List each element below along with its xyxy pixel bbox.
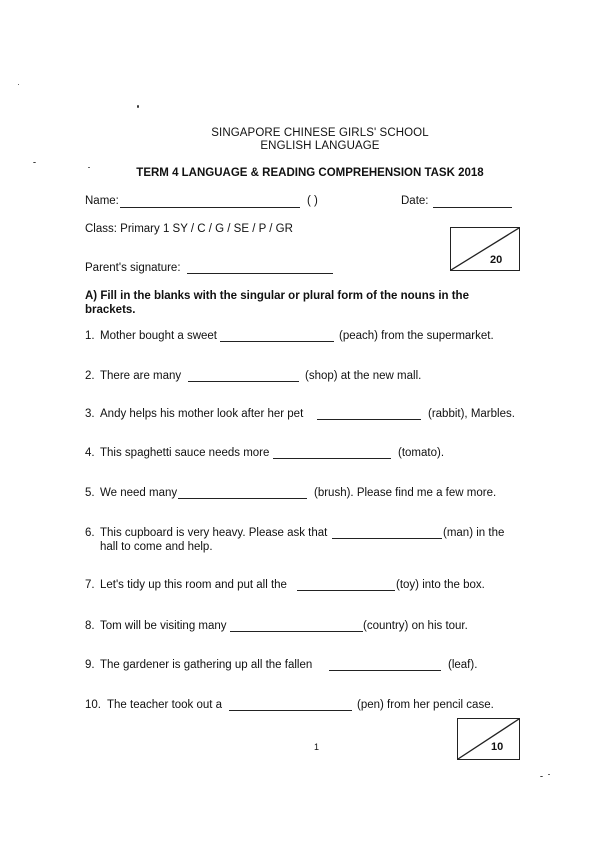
question-9 bbox=[85, 658, 525, 674]
scan-speck bbox=[548, 774, 550, 775]
date-label: Date: bbox=[401, 195, 429, 207]
question-number: 5. bbox=[85, 487, 95, 499]
question-text-after: (brush). Please find me a few more. bbox=[314, 487, 497, 499]
question-10 bbox=[85, 698, 525, 714]
question-text-after: (country) on his tour. bbox=[363, 620, 468, 632]
score-diagonal-icon bbox=[458, 719, 519, 759]
answer-blank[interactable] bbox=[229, 710, 352, 711]
scan-speck bbox=[540, 776, 543, 777]
answer-blank[interactable] bbox=[329, 670, 441, 671]
question-number: 4. bbox=[85, 447, 95, 459]
answer-blank[interactable] bbox=[188, 381, 299, 382]
question-2 bbox=[85, 369, 525, 385]
section-total-score: 20 bbox=[490, 254, 503, 266]
question-text-after: (rabbit), Marbles. bbox=[428, 408, 515, 420]
school-name: SINGAPORE CHINESE GIRLS' SCHOOL bbox=[211, 127, 429, 139]
index-number-brackets: ( ) bbox=[307, 195, 318, 207]
question-8 bbox=[85, 619, 525, 635]
answer-blank[interactable] bbox=[273, 458, 391, 459]
question-text-before: The teacher took out a bbox=[107, 699, 223, 711]
question-4 bbox=[85, 446, 525, 462]
question-number: 9. bbox=[85, 659, 95, 671]
page-number: 1 bbox=[314, 742, 320, 752]
question-text-after: (shop) at the new mall. bbox=[305, 370, 422, 382]
task-title: TERM 4 LANGUAGE & READING COMPREHENSION TASK 2018 bbox=[136, 167, 484, 179]
answer-blank[interactable] bbox=[332, 538, 442, 539]
question-text-before: Tom will be visiting many bbox=[100, 620, 227, 632]
question-text-before: This cupboard is very heavy. Please ask that bbox=[100, 527, 328, 539]
question-text-after: (pen) from her pencil case. bbox=[357, 699, 494, 711]
page-total-score: 10 bbox=[491, 741, 504, 753]
name-label: Name: bbox=[85, 195, 119, 207]
question-text-after: (man) in the bbox=[443, 527, 505, 539]
question-5 bbox=[85, 486, 525, 502]
class-label: Class: Primary 1 SY / C / G / SE / P / GR bbox=[85, 223, 293, 235]
scan-speck bbox=[18, 84, 19, 85]
question-7 bbox=[85, 578, 525, 594]
name-blank[interactable] bbox=[120, 207, 300, 208]
score-diagonal-icon bbox=[451, 228, 519, 270]
question-text-after: (peach) from the supermarket. bbox=[339, 330, 494, 342]
section-a-heading: A) Fill in the blanks with the singular or plural form of the nouns in the brackets. bbox=[85, 290, 469, 316]
question-text-after: (tomato). bbox=[398, 447, 445, 459]
question-number: 6. bbox=[85, 527, 95, 539]
question-number: 2. bbox=[85, 370, 95, 382]
answer-blank[interactable] bbox=[230, 631, 363, 632]
answer-blank[interactable] bbox=[297, 590, 395, 591]
date-blank[interactable] bbox=[433, 207, 512, 208]
question-text-before: Mother bought a sweet bbox=[100, 330, 217, 342]
question-text-before: The gardener is gathering up all the fallen bbox=[100, 659, 313, 671]
question-number: 10. bbox=[85, 699, 101, 711]
question-6 bbox=[85, 526, 525, 556]
answer-blank[interactable] bbox=[220, 341, 334, 342]
answer-blank[interactable] bbox=[178, 498, 307, 499]
question-number: 3. bbox=[85, 408, 95, 420]
scan-speck bbox=[137, 105, 139, 108]
section-score-box bbox=[450, 227, 520, 271]
question-3 bbox=[85, 407, 525, 423]
question-1 bbox=[85, 329, 525, 345]
subject-name: ENGLISH LANGUAGE bbox=[260, 140, 380, 152]
question-text-before: We need many bbox=[100, 487, 178, 499]
question-text-before: Let's tidy up this room and put all the bbox=[100, 579, 287, 591]
scan-speck bbox=[33, 162, 36, 163]
question-text-before: Andy helps his mother look after her pet bbox=[100, 408, 304, 420]
question-text-before: This spaghetti sauce needs more bbox=[100, 447, 270, 459]
question-number: 8. bbox=[85, 620, 95, 632]
parent-signature-label: Parent's signature: bbox=[85, 262, 181, 274]
question-text-continuation: hall to come and help. bbox=[100, 541, 213, 553]
parent-signature-blank[interactable] bbox=[187, 273, 333, 274]
page-score-box bbox=[457, 718, 520, 760]
question-number: 1. bbox=[85, 330, 95, 342]
question-text-before: There are many bbox=[100, 370, 182, 382]
question-text-after: (toy) into the box. bbox=[396, 579, 485, 591]
question-text-after: (leaf). bbox=[448, 659, 478, 671]
answer-blank[interactable] bbox=[317, 419, 421, 420]
question-number: 7. bbox=[85, 579, 95, 591]
